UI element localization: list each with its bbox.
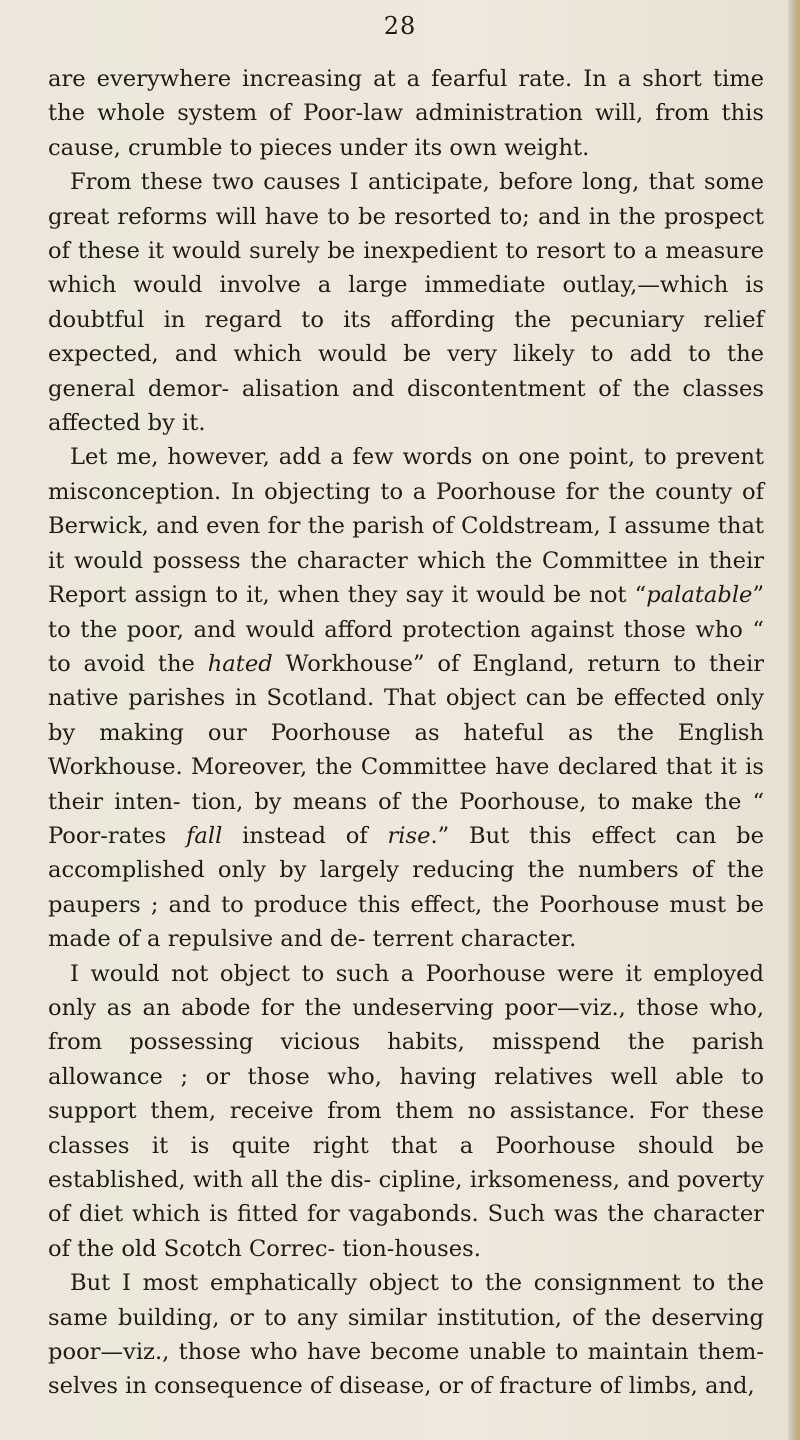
paragraph-p5 <box>48 1266 764 1404</box>
text-run: From these two causes I anticipate, before long, that some great reforms will have to be resorted to; and in the prospect of these it would surely be inexpedient to resort to a measure which would involve a large immediate outlay,—which is doubtful in regard to its affording the pecuniary relief expected, and which would be very likely to add to the general demor- alisation and discontentment of the classes affected by it. <box>48 169 764 437</box>
italic-text: rise <box>387 822 431 849</box>
italic-text: palatable <box>646 582 753 609</box>
paragraph-p4 <box>48 957 764 1267</box>
paragraph-p1 <box>48 62 764 165</box>
text-run: instead of <box>222 822 388 849</box>
page-number: 28 <box>383 12 417 40</box>
italic-text: hated <box>207 650 273 677</box>
text-run: Workhouse” of England, return to their native parishes in Scotland. That object can be effected only by making our Poorhouse as hateful as the English Workhouse. Moreover, the Committee have declared that it is their inten- tion, by means of the Poorhouse, to make the “ Poor-rates <box>48 650 764 849</box>
paragraph-p2 <box>48 165 764 440</box>
text-run: .” But this effect can be accomplished only by largely reducing the numbers of the paupers ; and to produce this effect, the Poorhouse must be made of a repulsive and de- terrent character. <box>48 822 764 953</box>
paragraph-p3 <box>48 440 764 956</box>
text-run: ” to the poor, and would afford protection against those who “ to avoid the <box>48 582 764 677</box>
body-text <box>48 62 764 1404</box>
text-run: But I most emphatically object to the consignment to the same building, or to any similar institution, of the deserving poor—viz., those who have become unable to maintain them- selves in consequence of disease, or of fracture of limbs, and, <box>48 1270 764 1400</box>
text-run: Let me, however, add a few words on one point, to prevent misconception. In objecting to a Poorhouse for the county of Berwick, and even for the parish of Coldstream, I assume that it would possess the character which the Committee in their Report assign to it, when they say it would be not “ <box>48 444 764 609</box>
text-run: are everywhere increasing at a fearful rate. In a short time the whole system of Poor-law administration will, from this cause, crumble to pieces under its own weight. <box>48 66 764 161</box>
text-run: I would not object to such a Poorhouse were it employed only as an abode for the undeserving poor—viz., those who, from possessing vicious habits, misspend the parish allowance ; or those who, having relatives well able to support them, receive from them no assistance. For these classes it is quite right that a Poorhouse should be established, with all the dis- cipline, irksomeness, and poverty of diet which is fitted for vagabonds. Such was the character of the old Scotch Correc- tion-houses. <box>48 960 764 1262</box>
italic-text: fall <box>186 822 223 849</box>
page-edge <box>788 0 800 1440</box>
